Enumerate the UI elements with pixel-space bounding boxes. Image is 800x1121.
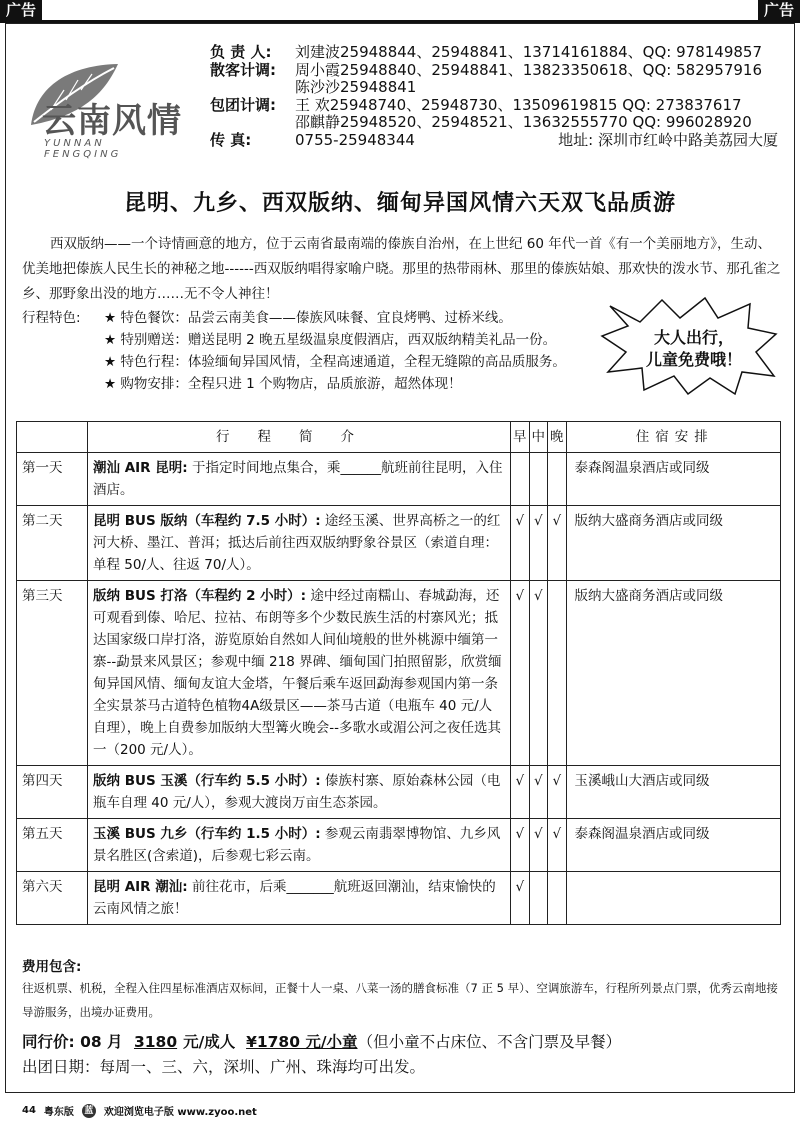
itinerary-cell: 昆明 AIR 潮汕: 前往花市，后乘_______航班返回潮汕，结束愉快的云南风情之旅！ bbox=[88, 872, 511, 925]
dinner-cell bbox=[548, 453, 567, 506]
feature-item: ★ 购物安排：全程只进 1 个购物店，品质旅游，超然体现！ bbox=[104, 376, 462, 392]
company-logo bbox=[22, 58, 182, 160]
promo-text: 大人出行， 儿童免费哦！ bbox=[645, 328, 742, 369]
itinerary-cell: 玉溪 BUS 九乡（行车约 1.5 小时）: 参观云南翡翠博物馆、九乡风景名胜区(含索道)，后参观七彩云南。 bbox=[88, 819, 511, 872]
manager-label: 负 责 人: bbox=[210, 43, 272, 61]
lunch-cell: √ bbox=[529, 819, 548, 872]
retail-value: 周小霞25948840、25948841、13823350618、QQ: 582957916 bbox=[295, 60, 763, 79]
child-note: （但小童不占床位、不含门票及早餐） bbox=[357, 1033, 622, 1051]
retail-label: 散客计调: bbox=[210, 60, 276, 79]
table-row bbox=[17, 766, 781, 819]
child-price: ¥1780 元/小童 bbox=[246, 1033, 358, 1051]
hotel-cell: 泰森阁温泉酒店或同级 bbox=[566, 819, 781, 872]
route-label: 潮汕 AIR 昆明: bbox=[93, 460, 188, 476]
manager-row bbox=[210, 44, 790, 62]
fees-text: 往返机票、机税，全程入住四星标准酒店双标间，正餐十人一桌、八菜一汤的膳食标准（7 正 5 早）、空调旅游车，行程所列景点门票，优秀云南地接导游服务，出境办证费用。 bbox=[22, 981, 778, 1019]
breakfast-cell: √ bbox=[511, 819, 530, 872]
table-row bbox=[17, 453, 781, 506]
itinerary-cell: 版纳 BUS 打洛（车程约 2 小时）: 途中经过南糯山、春城勐海，还可观看到傣、哈尼、拉祜、布朗等多个少数民族生活的村寨风光；抵达国家级口岸打洛，游览原始自然如人间仙境般的世外桃源中缅第一寨--勐景来风景区；参观中缅 218 界碑、缅甸国门拍照留影，欣赏缅甸异国风情、缅甸友谊大金塔，午餐后乘车返回勐海参观国内第一条全实景茶马古道特色植物4A级景区——茶马古道（电瓶车 40 元/人自理），晚上自费参加版纳大型篝火晚会--多歌水或湄公河之夜任选其一（200 元/人）。 bbox=[88, 581, 511, 766]
logo-subtitle: YUNNAN FENGQING bbox=[44, 138, 122, 160]
breakfast-cell bbox=[511, 453, 530, 506]
fees-title: 费用包含: bbox=[22, 959, 82, 975]
itinerary-cell: 潮汕 AIR 昆明: 于指定时间地点集合，乘______航班前往昆明，入住酒店。 bbox=[88, 453, 511, 506]
contact-block bbox=[210, 44, 790, 149]
route-label: 昆明 AIR 潮汕: bbox=[93, 879, 188, 895]
edition: 粤东版 bbox=[43, 1107, 74, 1118]
header-dinner: 晚 bbox=[548, 422, 567, 453]
itinerary-table bbox=[16, 421, 781, 925]
route-label: 版纳 BUS 玉溪（行车约 5.5 小时）: bbox=[93, 773, 321, 789]
itinerary-cell: 昆明 BUS 版纳（车程约 7.5 小时）: 途经玉溪、世界高桥之一的红河大桥、墨江、普洱；抵达后前往西双版纳野象谷景区（索道自理：单程 50/人、往返 70/人）。 bbox=[88, 506, 511, 581]
address: 地址: 深圳市红岭中路美荔园大厦 bbox=[558, 130, 778, 149]
intro-paragraph: 西双版纳——一个诗情画意的地方，位于云南省最南端的傣族自治州，在上世纪 60 年代一首《有一个美丽地方》，生动、优美地把傣族人民生长的神秘之地------西双版纳唱得家喻户晓。那里的热带雨林、那里的傣族姑娘、那欢快的泼水节、那孔雀之乡、那野象出没的地方……无不令人神往！ bbox=[22, 236, 781, 302]
header-hotel: 住宿安排 bbox=[566, 422, 781, 453]
retail-row-2 bbox=[210, 79, 790, 97]
table-row bbox=[17, 581, 781, 766]
hotel-cell: 版纳大盛商务酒店或同级 bbox=[566, 506, 781, 581]
price-line bbox=[22, 1030, 621, 1052]
feature-item: 行程特色: ★ 特色餐饮：品尝云南美食——傣族风味餐、宜良烤鸭、过桥米线。 bbox=[22, 307, 622, 329]
day-cell: 第六天 bbox=[17, 872, 88, 925]
day-cell: 第二天 bbox=[17, 506, 88, 581]
table-header bbox=[17, 422, 781, 453]
fax-label: 传 真: bbox=[210, 130, 252, 149]
breakfast-cell: √ bbox=[511, 581, 530, 766]
hotel-cell bbox=[566, 872, 781, 925]
feature-item: ★ 特色行程：体验缅甸异国风情，全程高速通道，全程无缝隙的高品质服务。 bbox=[104, 354, 566, 370]
fax-value: 0755-25948344 bbox=[295, 130, 415, 149]
header-breakfast: 早 bbox=[511, 422, 530, 453]
hotel-cell: 泰森阁温泉酒店或同级 bbox=[566, 453, 781, 506]
hotel-cell: 版纳大盛商务酒店或同级 bbox=[566, 581, 781, 766]
table-row bbox=[17, 872, 781, 925]
table-row bbox=[17, 819, 781, 872]
page-footer bbox=[22, 1103, 257, 1118]
itinerary-cell: 版纳 BUS 玉溪（行车约 5.5 小时）: 傣族村寨、原始森林公园（电瓶车自理 40 元/人），参观大渡岗万亩生态茶园。 bbox=[88, 766, 511, 819]
departure-dates: 出团日期：每周一、三、六，深圳、广州、珠海均可出发。 bbox=[22, 1058, 426, 1076]
dinner-cell: √ bbox=[548, 819, 567, 872]
features-label: 行程特色: bbox=[22, 310, 81, 326]
breakfast-cell: √ bbox=[511, 506, 530, 581]
lunch-cell: √ bbox=[529, 506, 548, 581]
retail-value-2: 陈沙沙25948841 bbox=[295, 78, 417, 96]
day-cell: 第五天 bbox=[17, 819, 88, 872]
feature-item: ★ 特别赠送：赠送昆明 2 晚五星级温泉度假酒店，西双版纳精美礼品一份。 bbox=[104, 332, 557, 348]
footer-link[interactable]: 欢迎浏览电子版 www.zyoo.net bbox=[103, 1107, 257, 1118]
hotel-cell: 玉溪峨山大酒店或同级 bbox=[566, 766, 781, 819]
lunch-cell bbox=[529, 872, 548, 925]
group-row-2 bbox=[210, 114, 790, 132]
lunch-cell bbox=[529, 453, 548, 506]
dinner-cell bbox=[548, 581, 567, 766]
features-list bbox=[22, 307, 622, 395]
logo-text: 云南风情 bbox=[42, 101, 182, 141]
group-row bbox=[210, 97, 790, 115]
manager-value: 刘建波25948844、25948841、13714161884、QQ: 978149857 bbox=[295, 43, 763, 61]
fax-row bbox=[210, 132, 778, 150]
breakfast-cell: √ bbox=[511, 872, 530, 925]
lunch-cell: √ bbox=[529, 766, 548, 819]
price-label: 同行价: 08 月 bbox=[22, 1033, 123, 1051]
route-label: 版纳 BUS 打洛（车程约 2 小时）: bbox=[93, 588, 307, 604]
adult-price: 3180 bbox=[133, 1033, 178, 1051]
day-cell: 第三天 bbox=[17, 581, 88, 766]
edition-icon: 蓝 bbox=[82, 1104, 96, 1118]
lunch-cell: √ bbox=[529, 581, 548, 766]
group-label: 包团计调: bbox=[210, 95, 276, 114]
dinner-cell: √ bbox=[548, 506, 567, 581]
route-label: 昆明 BUS 版纳（车程约 7.5 小时）: bbox=[93, 513, 321, 529]
header-lunch: 中 bbox=[529, 422, 548, 453]
page-number: 44 bbox=[22, 1105, 36, 1116]
group-value: 王 欢25948740、25948730、13509619815 QQ: 273837617 bbox=[295, 95, 742, 114]
ad-label-left: 广告 bbox=[0, 0, 42, 21]
table-row bbox=[17, 506, 781, 581]
day-cell: 第四天 bbox=[17, 766, 88, 819]
page-title: 昆明、九乡、西双版纳、缅甸异国风情六天双飞品质游 bbox=[123, 191, 676, 216]
header-itinerary: 行程简介 bbox=[88, 422, 511, 453]
group-value-2: 邵麒静25948520、25948521、13632555770 QQ: 996028920 bbox=[295, 113, 752, 131]
breakfast-cell: √ bbox=[511, 766, 530, 819]
day-cell: 第一天 bbox=[17, 453, 88, 506]
adult-unit: 元/成人 bbox=[183, 1033, 236, 1051]
ad-label-right: 广告 bbox=[758, 0, 800, 21]
route-label: 玉溪 BUS 九乡（行车约 1.5 小时）: bbox=[93, 826, 321, 842]
dinner-cell: √ bbox=[548, 766, 567, 819]
retail-row bbox=[210, 62, 790, 80]
dinner-cell bbox=[548, 872, 567, 925]
